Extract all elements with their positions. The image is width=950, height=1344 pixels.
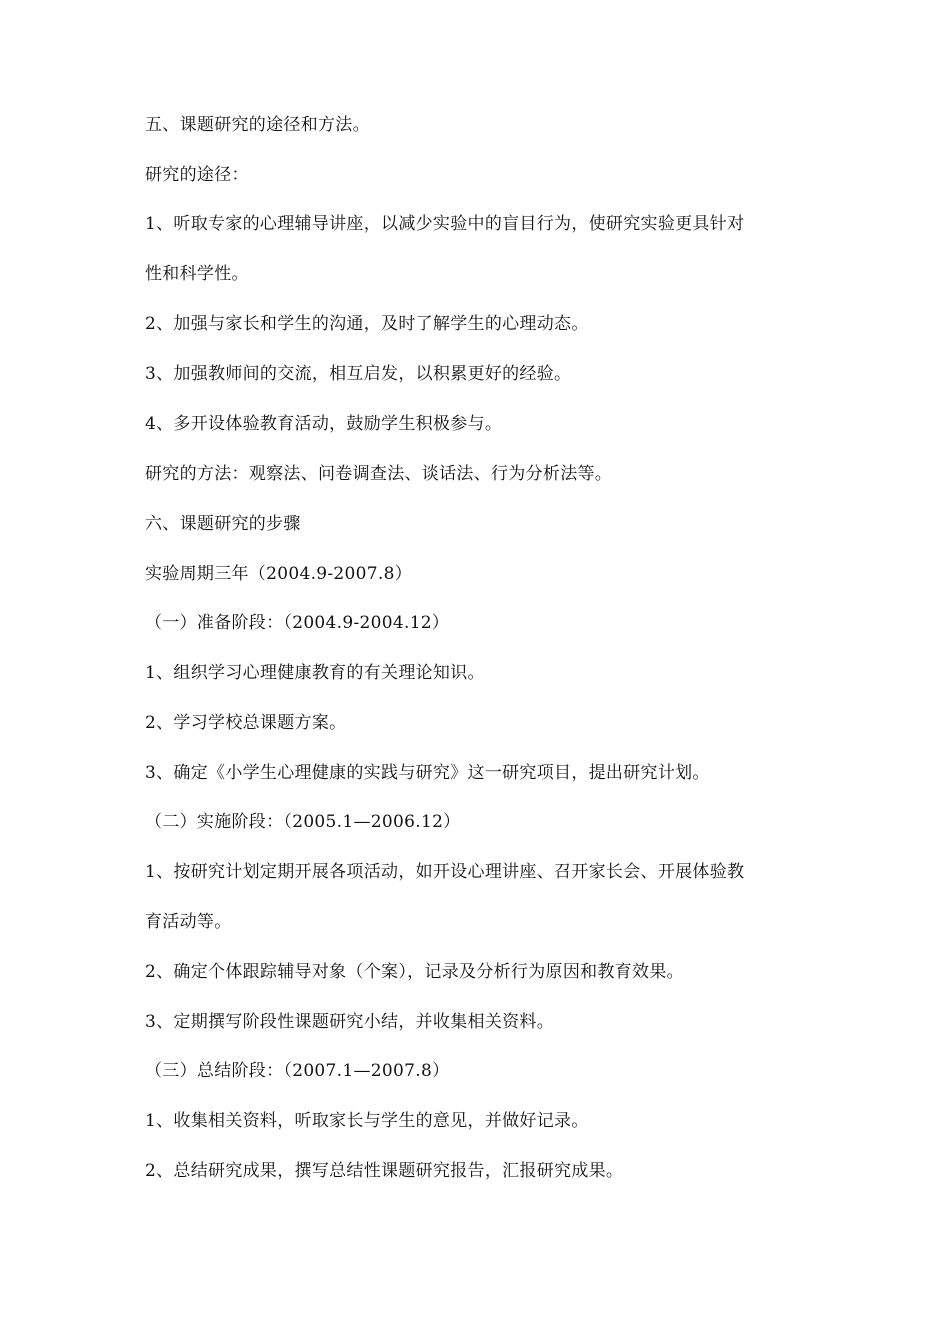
paragraph-line: 研究的方法：观察法、问卷调查法、谈话法、行为分析法等。 <box>145 464 613 484</box>
paragraph-line: 3、加强教师间的交流，相互启发，以积累更好的经验。 <box>145 364 572 384</box>
section-heading-5: 五、课题研究的途径和方法。 <box>145 115 370 135</box>
paragraph-line: 1、按研究计划定期开展各项活动，如开设心理讲座、召开家长会、开展体验教 <box>145 862 745 882</box>
paragraph-line: 3、定期撰写阶段性课题研究小结，并收集相关资料。 <box>145 1012 555 1032</box>
paragraph-line: 育活动等。 <box>145 912 232 932</box>
paragraph-line: 3、确定《小学生心理健康的实践与研究》这一研究项目，提出研究计划。 <box>145 763 710 783</box>
paragraph-line: 1、听取专家的心理辅导讲座，以减少实验中的盲目行为，使研究实验更具针对 <box>145 214 745 234</box>
paragraph-line: 性和科学性。 <box>145 264 249 284</box>
subsection-heading: （三）总结阶段：（2007.1—2007.8） <box>145 1061 450 1081</box>
paragraph-line: 2、加强与家长和学生的沟通，及时了解学生的心理动态。 <box>145 314 589 334</box>
section-heading-6: 六、课题研究的步骤 <box>145 514 301 534</box>
paragraph-line: 1、收集相关资料，听取家长与学生的意见，并做好记录。 <box>145 1111 589 1131</box>
paragraph-line: 2、学习学校总课题方案。 <box>145 713 347 733</box>
paragraph-line: 研究的途径： <box>145 165 249 185</box>
paragraph-line: 2、确定个体跟踪辅导对象（个案），记录及分析行为原因和教育效果。 <box>145 962 684 982</box>
subsection-heading: （一）准备阶段：（2004.9-2004.12） <box>145 613 450 633</box>
paragraph-line: 2、总结研究成果，撰写总结性课题研究报告，汇报研究成果。 <box>145 1161 624 1181</box>
paragraph-line: 4、多开设体验教育活动，鼓励学生积极参与。 <box>145 414 503 434</box>
paragraph-line: 1、组织学习心理健康教育的有关理论知识。 <box>145 663 485 683</box>
paragraph-line: 实验周期三年（2004.9-2007.8） <box>145 564 413 584</box>
subsection-heading: （二）实施阶段：（2005.1—2006.12） <box>145 812 461 832</box>
